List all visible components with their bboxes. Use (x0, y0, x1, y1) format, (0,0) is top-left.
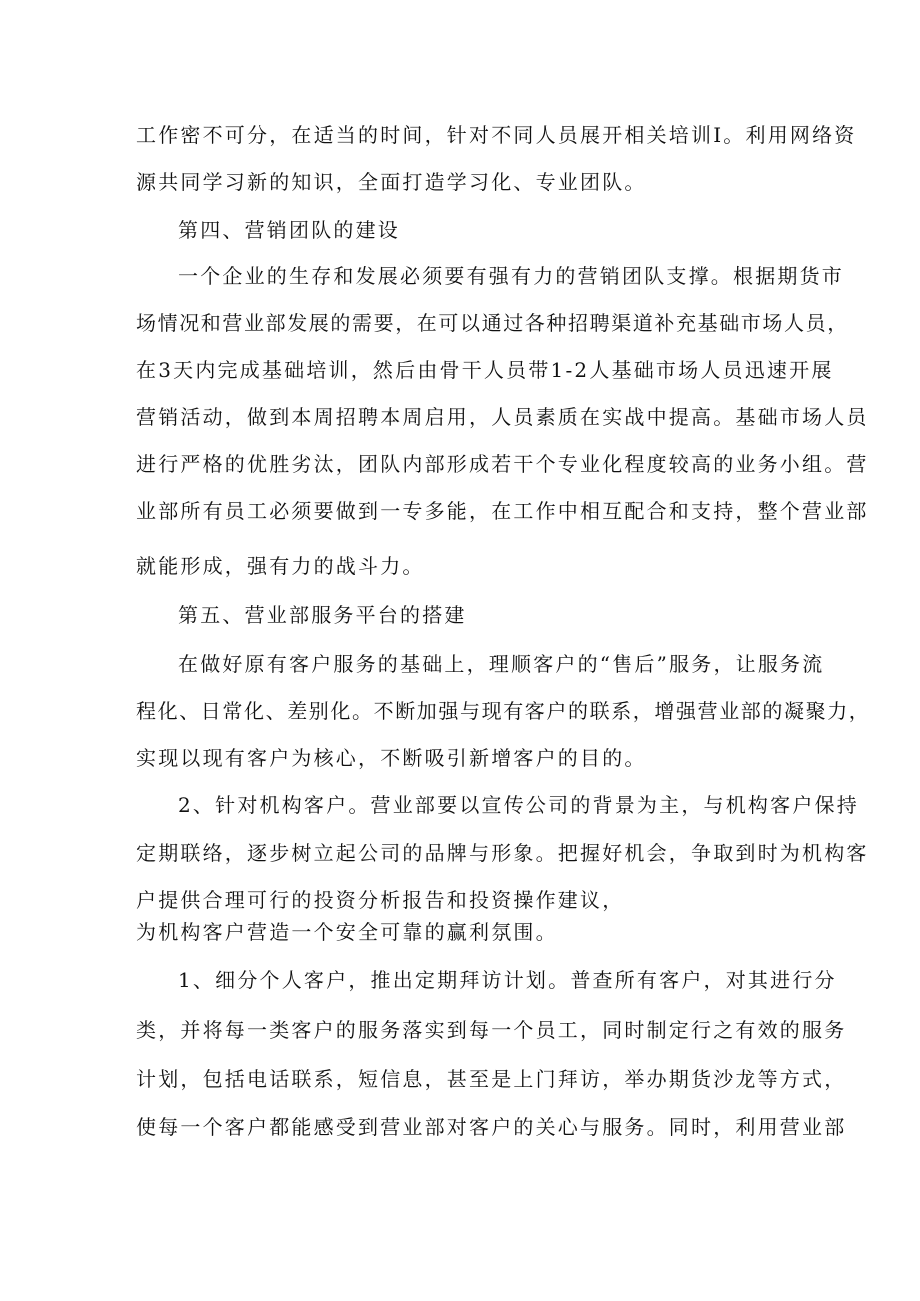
body-text-line: 计划，包括电话联系，短信息，甚至是上门拜访，举办期货沙龙等方式， (136, 1067, 847, 1091)
section-heading: 第四、营销团队的建设 (178, 218, 400, 242)
body-text-line: 在做好原有客户服务的基础上，理顺客户的“售后”服务，让服务流 (178, 652, 825, 676)
body-text-line: 源共同学习新的知识，全面打造学习化、专业团队。 (136, 170, 647, 194)
section-heading: 第五、营业部服务平台的搭建 (178, 603, 467, 627)
body-text-line: 1、细分个人客户，推出定期拜访计划。普查所有客户，对其进行分 (178, 968, 837, 992)
body-text-line: 场情况和营业部发展的需要，在可以通过各种招聘渠道补充基础市场人员， (136, 311, 849, 335)
body-text-line: 定期联络，逐步树立起公司的品牌与形象。把握好机会，争取到时为机构客 (136, 841, 869, 865)
body-text-line: 进行严格的优胜劣汰，团队内部形成若干个专业化程度较高的业务小组。营 (136, 452, 869, 476)
body-text-line: 实现以现有客户为核心，不断吸引新增客户的目的。 (136, 746, 647, 770)
body-text-line: 工作密不可分，在适当的时间，针对不同人员展开相关培训Ⅰ。利用网络资 (136, 123, 857, 147)
body-text-line: 户提供合理可行的投资分析报告和投资操作建议， (136, 888, 625, 912)
body-text-line: 一个企业的生存和发展必须要有强有力的营销团队支撑。根据期货市 (178, 264, 844, 288)
body-text-line: 就能形成，强有力的战斗力。 (136, 554, 425, 578)
body-text-line: 业部所有员工必须要做到一专多能，在工作中相互配合和支持，整个营业部 (136, 499, 869, 523)
body-text-line: 类，并将每一类客户的服务落实到每一个员工，同时制定行之有效的服务 (136, 1018, 847, 1042)
body-text-line: 程化、日常化、差别化。不断加强与现有客户的联系，增强营业部的凝聚力， (136, 699, 871, 723)
body-text-line: 为机构客户营造一个安全可靠的赢利氛围。 (136, 920, 558, 944)
body-text-line: 使每一个客户都能感受到营业部对客户的关心与服务。同时，利用营业部 (136, 1115, 847, 1139)
body-text-line: 在3天内完成基础培训，然后由骨干人员带1-2人基础市场人员迅速开展 (136, 358, 834, 382)
body-text-line: 营销活动，做到本周招聘本周启用，人员素质在实战中提高。基础市场人员 (136, 405, 869, 429)
body-text-line: 2、针对机构客户。营业部要以宣传公司的背景为主，与机构客户保持 (178, 793, 859, 817)
